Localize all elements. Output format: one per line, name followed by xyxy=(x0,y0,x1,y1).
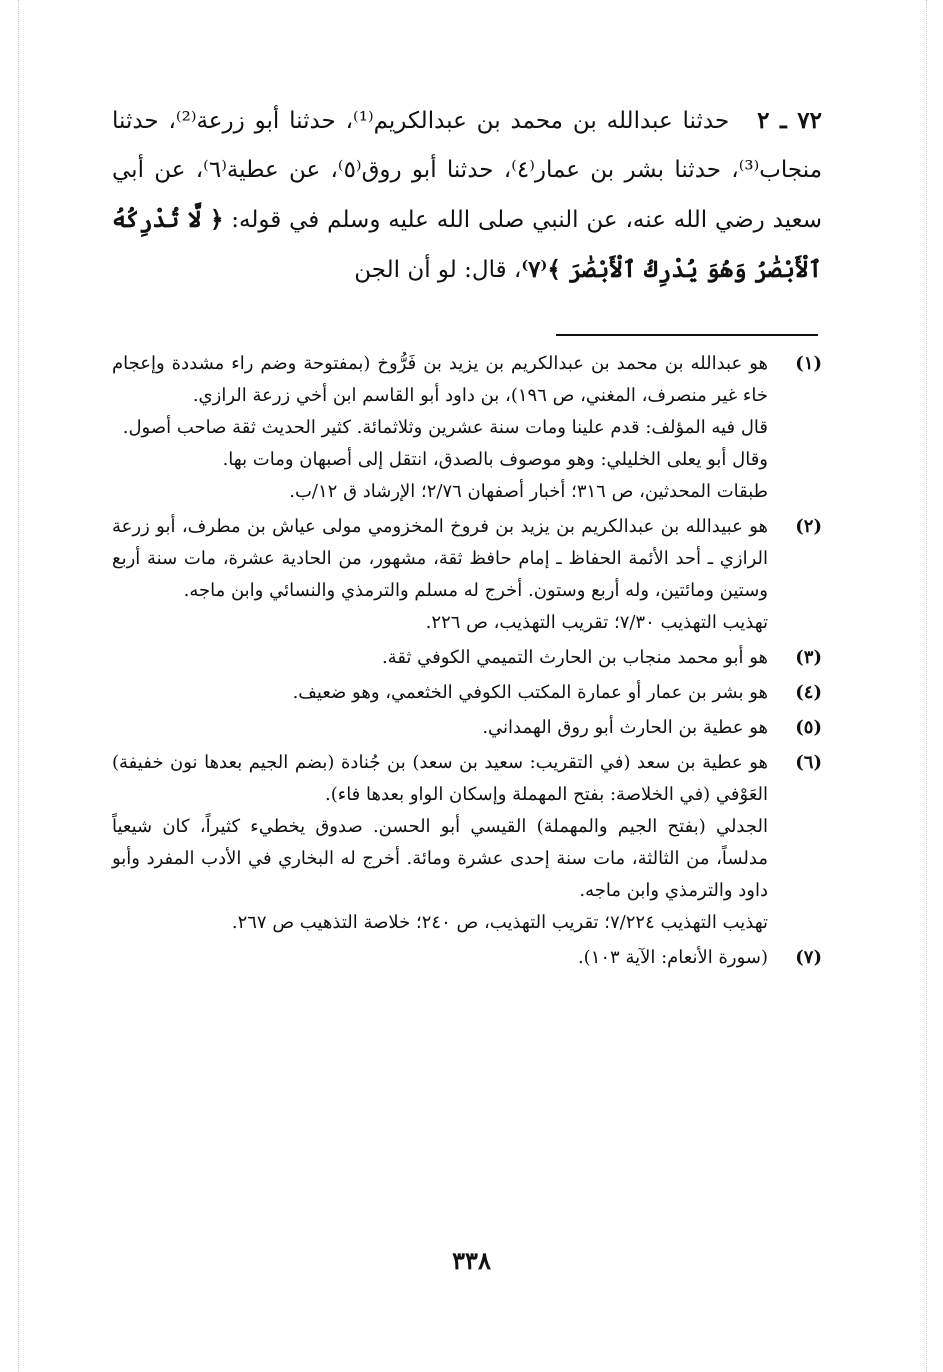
footnote-text: طبقات المحدثين، ص ٣١٦؛ أخبار أصفهان ٢/٧٦؛ الإرشاد ق ١٢/ب. xyxy=(289,481,768,502)
footnote-5 xyxy=(112,712,822,744)
footnote-text: قال فيه المؤلف: قدم علينا ومات سنة عشرين وثلاثمائة. كثير الحديث ثقة صاحب أصول. xyxy=(122,417,768,438)
footnote-7 xyxy=(112,942,822,974)
footnote-3 xyxy=(112,642,822,674)
hadith-number: ٧٢ ـ ٢ xyxy=(757,107,822,134)
footnote-6 xyxy=(112,747,822,939)
hadith-text-continued: ، قال: لو أن الجن xyxy=(354,257,522,283)
footnote-marker: (٤) xyxy=(795,682,822,703)
hadith-paragraph xyxy=(112,96,822,295)
footnote-text: (سورة الأنعام: الآية ١٠٣). xyxy=(577,947,768,968)
footnote-separator xyxy=(556,334,818,336)
footnote-text: الجدلي (بفتح الجيم والمهملة) القيسي أبو الحسن. صدوق يخطيء كثيراً، كان شيعياً مدلساً، من الثالثة، مات سنة إحدى عشرة ومائة. أخرج له البخاري في الأدب المفرد وأبو داود والترمذي وابن ماجه. xyxy=(112,816,768,901)
footnote-text: هو عطية بن الحارث أبو روق الهمداني. xyxy=(482,717,768,738)
footnote-marker: (٦) xyxy=(795,752,822,773)
footnote-text: هو بشر بن عمار أو عمارة المكتب الكوفي الخثعمي، وهو ضعيف. xyxy=(292,682,768,703)
footnote-text: وقال أبو يعلى الخليلي: وهو موصوف بالصدق، انتقل إلى أصبهان ومات بها. xyxy=(222,449,768,470)
footnote-2 xyxy=(112,511,822,639)
footnote-text: هو عبدالله بن محمد بن عبدالكريم بن يزيد بن فَرُّوخ (بمفتوحة وضم راء مشددة وإعجام خاء غير منصرف، المغني، ص ١٩٦)، بن داود أبو القاسم ابن أخي زرعة الرازي. xyxy=(112,353,768,406)
footnote-marker: (٣) xyxy=(795,647,822,668)
footnote-text: هو أبو محمد منجاب بن الحارث التميمي الكوفي ثقة. xyxy=(381,647,768,668)
hadith-text: حدثنا عبدالله بن محمد بن عبدالكريم⁽¹⁾، حدثنا أبو زرعة⁽²⁾، حدثنا منجاب⁽³⁾، حدثنا بشر بن عمار⁽٤⁾، حدثنا أبو روق⁽٥⁾، عن عطية⁽٦⁾، عن أبي سعيد رضي الله عنه، عن النبي صلى الله عليه وسلم في قوله: xyxy=(112,108,823,233)
scan-edge-left xyxy=(18,0,19,1372)
footnote-text: تهذيب التهذيب ٧/٣٠؛ تقريب التهذيب، ص ٢٢٦. xyxy=(425,612,768,633)
footnote-4 xyxy=(112,677,822,709)
footnote-text: هو عبيدالله بن عبدالكريم بن يزيد بن فروخ المخزومي مولى عياش بن مطرف، أبو زرعة الرازي ـ أحد الأئمة الحفاظ ـ إمام حافظ ثقة، مشهور، من الحادية عشرة، مات سنة أربع وستين ومائتين، وله أربع وستون. أخرج له مسلم والترمذي والنسائي وابن ماجه. xyxy=(112,516,768,601)
footnote-text: هو عطية بن سعد (في التقريب: سعيد بن سعد) بن جُنادة (بضم الجيم بعدها نون خفيفة) العَوْفي (في الخلاصة: بفتح المهملة وإسكان الواو بعدها فاء). xyxy=(112,752,768,805)
footnote-marker: (٢) xyxy=(795,516,822,537)
footnote-marker: (١) xyxy=(795,353,822,374)
quran-verse: ﴿ لَّا تُدْرِكُهُ ٱلْأَبْصَٰرُ وَهُوَ يُدْرِكُ ٱلْأَبْصَٰرَ ﴾⁽٧⁾ xyxy=(112,206,822,283)
footnote-marker: (٥) xyxy=(795,717,822,738)
footnote-1 xyxy=(112,348,822,508)
footnote-marker: (٧) xyxy=(795,947,822,968)
scan-edge-right xyxy=(926,0,927,1372)
footnotes xyxy=(112,348,822,977)
footnote-text: تهذيب التهذيب ٧/٢٢٤؛ تقريب التهذيب، ص ٢٤٠؛ خلاصة التذهيب ص ٢٦٧. xyxy=(231,912,768,933)
page-number: ٣٣٨ xyxy=(452,1246,491,1275)
hadith-body xyxy=(112,96,822,295)
